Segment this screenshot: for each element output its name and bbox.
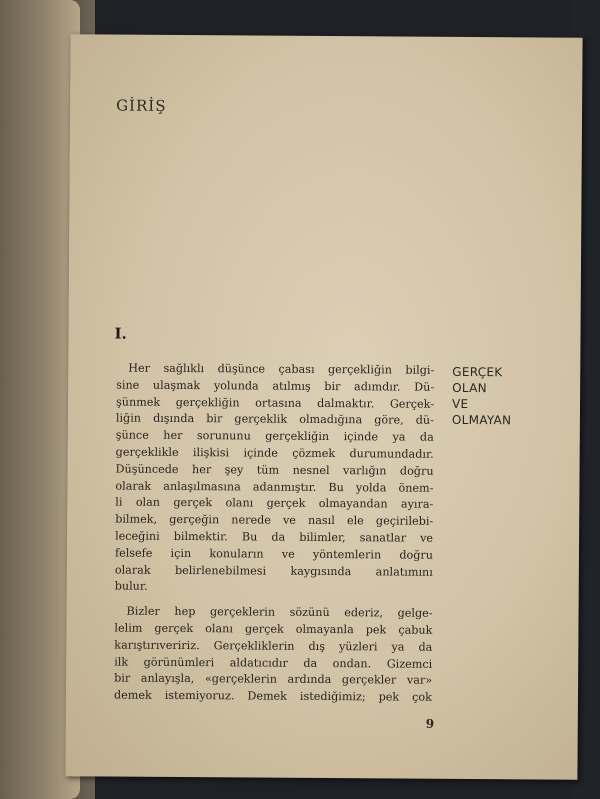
- text-line: felsefe için konuların ve yöntemlerin doğru: [114, 546, 434, 562]
- text-line: bir anlayışla, «gerçeklerin ardında gerçekler var»: [114, 671, 433, 688]
- text-line: olarak anlaşılmasına adanmıştır. Bu yolda önem-: [115, 479, 434, 495]
- text-line: demek istemiyoruz. Demek istediğimiz; pek çok: [113, 688, 433, 704]
- paragraph-1: [115, 361, 435, 598]
- body-text: [114, 361, 434, 707]
- margin-heading-line: OLAN: [452, 380, 487, 396]
- text-line: karıştırıveririz. Gerçekliklerin dış yüzleri ya da: [114, 638, 433, 654]
- text-line: sine ulaşmak yolunda atılmış bir adımdır. Dü-: [116, 378, 435, 394]
- chapter-title: GİRİŞ: [116, 96, 167, 115]
- margin-heading-line: OLMAYAN: [451, 412, 512, 428]
- page-number: 9: [425, 716, 435, 731]
- text-line: şünmek gerçekliğin ortasına dalmaktır. Gerçek-: [115, 395, 435, 411]
- text-line: li olan gerçek olanı gerçek olmayandan ayıra-: [115, 495, 434, 512]
- text-line: gerçeklikle ilişkisi içinde çözmek durumundadır.: [115, 445, 434, 461]
- text-line: Düşüncede her şey tüm nesnel varlığın doğru: [115, 462, 434, 478]
- text-line: bulur.: [114, 579, 148, 594]
- margin-heading-line: VE: [451, 396, 469, 412]
- text-line: ilk görünümleri aldatıcıdır da ondan. Gizemci: [114, 655, 433, 671]
- book-page: [65, 34, 582, 780]
- paragraph-2: [114, 604, 433, 707]
- text-line: leceğini bilmektir. Bu da bilimler, sanatlar ve: [115, 529, 434, 545]
- text-line: olarak belirlenebilmesi kaygısında anlatımını: [114, 563, 433, 579]
- text-line: bilmek, gerçeğin nerede ve nasıl ele geçirilebi-: [115, 512, 434, 528]
- margin-heading: [452, 364, 512, 428]
- text-line: Bizler hep gerçeklerin sözünü ederiz, gelge-: [126, 604, 433, 620]
- section-number: I.: [114, 324, 127, 343]
- text-line: Her sağlıklı düşünce çabası gerçekliğin bilgi-: [128, 361, 435, 377]
- text-line: lelim gerçek olanı gerçek olmayanla pek çabuk: [114, 621, 433, 637]
- margin-heading-line: GERÇEK: [452, 364, 503, 380]
- text-line: liğin dışında bir gerçeklik olmadığına göre, dü-: [115, 411, 434, 428]
- text-line: şünce her sorununu gerçekliğin içinde ya da: [115, 428, 434, 444]
